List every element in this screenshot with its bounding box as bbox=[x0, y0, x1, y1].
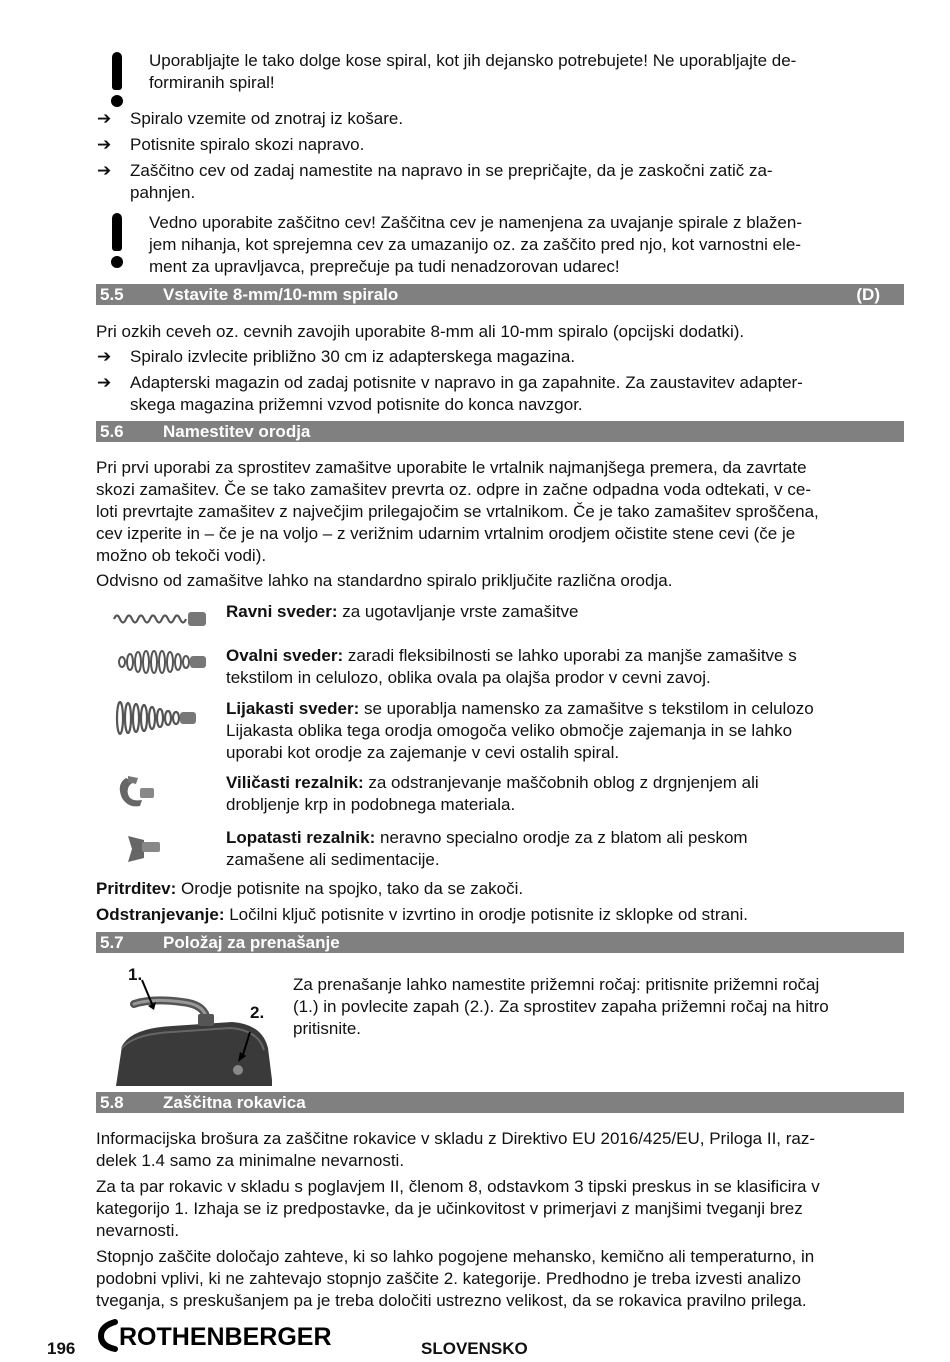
paragraph: Pri prvi uporabi za sprostitev zamašitve uporabite le vrtalnik najmanjšega premera, da zavrtate skozi zamašitev. Če se tako zamašitev prevrta oz. odpre in začne odpadna voda odtekati, v ce- loti prevrtajte zamašitev z največjim prilegajočim se vrtalnikom. Če je tako zamašitev sproščena, cev izperite in – če je na voljo – z verižnim udarnim vrtalnim orodjem očistite stene cevi (če je možno ob tekoči vodi). bbox=[96, 458, 819, 565]
straight-auger-icon bbox=[110, 606, 210, 632]
language-label: SLOVENSKO bbox=[421, 1339, 528, 1358]
carry-description: Za prenašanje lahko namestite prižemni ročaj: pritisnite prižemni ročaj (1.) in povlecite zapah (2.). Za sprostitev zapaha prižemni ročaj na hitro pritisnite. bbox=[293, 975, 829, 1038]
step-text: Potisnite spiralo skozi napravo. bbox=[130, 135, 365, 154]
paragraph: Stopnjo zaščite določajo zahteve, ki so lahko pogojene mehansko, kemično ali temperaturno, in podobni vplivi, ki ne zahtevajo stopnjo zaščite 2. kategorije. Predhodno je treba izvesti analizo tveganja, s preskušanjem pa je treba določiti ustrezno velikost, da se rokavica pravilno prilega. bbox=[96, 1247, 815, 1310]
paragraph: Za ta par rokavic v skladu s poglavjem II, členom 8, odstavkom 3 tipski preskus in se klasificira v kategorijo 1. Izhaja se iz predpostavke, da je učinkovitost v primerjavi z manjšimi tveganji brez nevarnosti. bbox=[96, 1177, 820, 1240]
step-text: Spiralo izvlecite približno 30 cm iz adapterskega magazina. bbox=[130, 347, 576, 366]
step-text: Zaščitno cev od zadaj namestite na napravo in se prepričajte, da je zaskočni zatič za- pahnjen. bbox=[130, 161, 773, 202]
tool-description: Ovalni sveder: zaradi fleksibilnosti se lahko uporabi za manjše zamašitve s tekstilom in celulozo, oblika ovala pa olajša prodor v cevni zavoj. bbox=[226, 646, 797, 687]
arrow-icon: ➔ bbox=[97, 161, 112, 180]
warning-text: Uporabljajte le tako dolge kose spiral, kot jih dejansko potrebujete! Ne uporabljajte de- formiranih spiral! bbox=[149, 51, 797, 92]
section-heading-5-7: 5.7 Položaj za prenašanje bbox=[96, 932, 904, 953]
paragraph: Odvisno od zamašitve lahko na standardno spiralo priključite različna orodja. bbox=[96, 571, 673, 590]
section-heading-5-5: 5.5 Vstavite 8-mm/10-mm spiralo (D) bbox=[96, 284, 904, 305]
tool-description: Ravni sveder: za ugotavljanje vrste zamašitve bbox=[226, 602, 579, 621]
step-text: Adapterski magazin od zadaj potisnite v napravo in ga zapahnite. Za zaustavitev adapter- skega magazina prižemni vzvod potisnite do konca navzgor. bbox=[130, 373, 803, 414]
section-heading-5-6: 5.6 Namestitev orodja bbox=[96, 421, 904, 442]
arrow-icon: ➔ bbox=[97, 347, 112, 366]
remove-instruction: Odstranjevanje: Ločilni ključ potisnite v izvrtino in orodje potisnite iz sklopke od strani. bbox=[96, 905, 748, 924]
oval-auger-icon bbox=[110, 648, 210, 676]
step-text: Spiralo vzemite od znotraj iz košare. bbox=[130, 109, 404, 128]
section-intro: Pri ozkih ceveh oz. cevnih zavojih uporabite 8-mm ali 10-mm spiralo (opcijski dodatki). bbox=[96, 322, 745, 341]
tool-description: Lopatasti rezalnik: neravno specialno orodje za z blatom ali peskom zamašene ali sedimentacije. bbox=[226, 828, 748, 869]
arrow-icon: ➔ bbox=[97, 373, 112, 392]
fork-cutter-icon bbox=[114, 772, 158, 814]
tool-description: Lijakasti sveder: se uporablja namensko za zamašitve s tekstilom in celulozo Lijakasta oblika tega orodja omogoča veliko območje zajemanja in se lahko uporabi kot orodje za zajemanje v cevi ostalih spiral. bbox=[226, 699, 814, 762]
tool-description: Viličasti rezalnik: za odstranjevanje maščobnih oblog z drgnjenjem ali drobljenje krp in podobnega materiala. bbox=[226, 773, 759, 814]
page-number: 196 bbox=[47, 1339, 76, 1358]
arrow-icon: ➔ bbox=[97, 109, 112, 128]
arrow-icon: ➔ bbox=[97, 135, 112, 154]
rothenberger-logo bbox=[97, 1318, 347, 1352]
callout-label-2: 2. bbox=[250, 1003, 265, 1022]
svg-text:ROTHENBERGER: ROTHENBERGER bbox=[119, 1323, 332, 1351]
paragraph: Informacijska brošura za zaščitne rokavice v skladu z Direktivo EU 2016/425/EU, Priloga II, raz- delek 1.4 samo za minimalne nevarnosti. bbox=[96, 1129, 816, 1170]
warning-text: Vedno uporabite zaščitno cev! Zaščitna cev je namenjena za uvajanje spirale z blažen- jem nihanja, kot sprejemna cev za umazanijo oz. za zaščito pred njo, kot varnostni ele- ment za upravljavca, preprečuje pa tudi nenadzorovan udarec! bbox=[149, 213, 802, 276]
funnel-auger-icon bbox=[110, 698, 210, 738]
section-heading-5-8: 5.8 Zaščitna rokavica bbox=[96, 1092, 904, 1113]
blade-cutter-icon bbox=[124, 828, 168, 866]
callout-label-1: 1. bbox=[128, 965, 143, 984]
attach-instruction: Pritrditev: Orodje potisnite na spojko, tako da se zakoči. bbox=[96, 879, 524, 898]
